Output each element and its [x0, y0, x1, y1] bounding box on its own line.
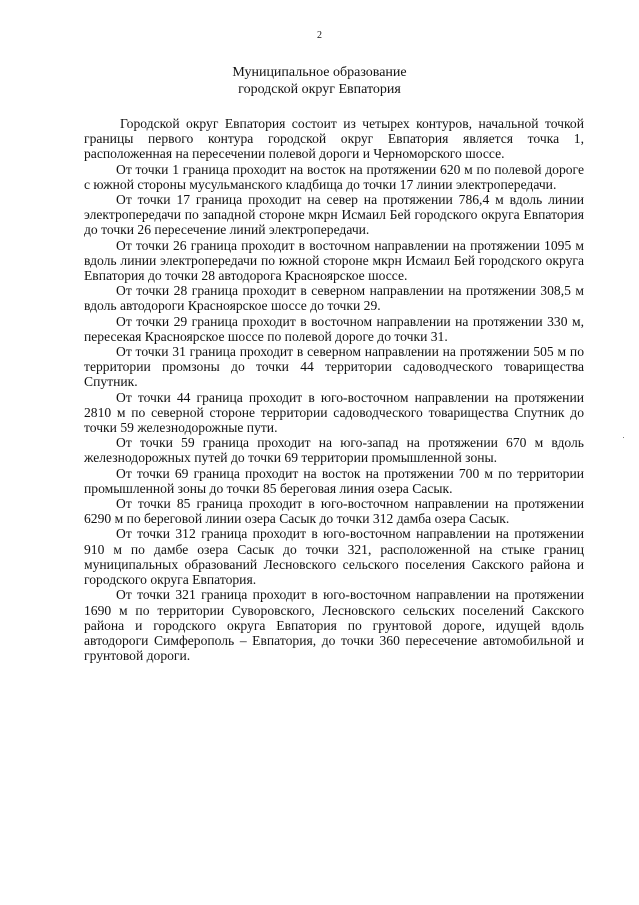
page-number: 2 — [317, 30, 322, 41]
document-body — [84, 116, 584, 663]
paragraph: От точки 26 граница проходит в восточном направлении на протяжении 1095 м вдоль линии электропередачи по южной стороне мкрн Исмаил Бей городского округа Евпатория до точки 28 автодорога Красноярское шоссе. — [84, 237, 584, 284]
paragraph: От точки 1 граница проходит на восток на протяжении 620 м по полевой дороге с южной стороны мусульманского кладбища до точки 17 линии электропередачи. — [84, 161, 584, 192]
paragraph: От точки 85 граница проходит в юго-восточном направлении на протяжении 6290 м по береговой линии озера Сасык до точки 312 дамба озера Сасык. — [84, 496, 584, 527]
document-heading — [0, 64, 639, 98]
heading-line-1: Муниципальное образование — [232, 65, 407, 80]
paragraph: От точки 29 граница проходит в восточном направлении на протяжении 330 м, пересекая Красноярское шоссе по полевой дороге до точки 31. — [84, 313, 584, 344]
paragraph: От точки 321 граница проходит в юго-восточном направлении на протяжении 1690 м по территории Суворовского, Лесновского сельских поселений Сакского района и городского округа Евпатория по грунтовой дороге, идущей вдоль автодороги Симферополь – Евпатория, до точки 360 пересечение автомобильной и грунтовой дороги. — [84, 587, 584, 664]
paragraph: Городской округ Евпатория состоит из четырех контуров, начальной точкой границы первого контура городской округ Евпатория является точка 1, расположенная на пересечении полевой дороги и Черноморского шоссе. — [84, 116, 584, 162]
paragraph: От точки 31 граница проходит в северном направлении на протяжении 505 м по территории промзоны до точки 44 территории садоводческого товарищества Спутник. — [84, 344, 584, 390]
paragraph: От точки 17 граница проходит на север на протяжении 786,4 м вдоль линии электропередачи по западной стороне мкрн Исмаил Бей городского округа Евпатория до точки 26 пересечение линий электропередачи. — [84, 192, 584, 238]
paragraph: От точки 312 граница проходит в юго-восточном направлении на протяжении 910 м по дамбе озера Сасык до точки 321, расположенной на стыке границ муниципальных образований Лесновского сельского поселения Сакского района и городского округа Евпатория. — [84, 526, 584, 588]
scan-speck — [623, 437, 624, 438]
paragraph: От точки 59 граница проходит на юго-запад на протяжении 670 м вдоль железнодорожных путей до точки 69 территории промышленной зоны. — [84, 435, 584, 466]
heading-line-2: городской округ Евпатория — [238, 82, 401, 97]
paragraph: От точки 69 граница проходит на восток на протяжении 700 м по территории промышленной зоны до точки 85 береговая линия озера Сасык. — [84, 465, 584, 496]
paragraph: От точки 44 граница проходит в юго-восточном направлении на протяжении 2810 м по северной стороне территории садоводческого товарищества Спутник до точки 59 железнодорожные пути. — [84, 389, 584, 436]
paragraph: От точки 28 граница проходит в северном направлении на протяжении 308,5 м вдоль автодороги Красноярское шоссе до точки 29. — [84, 283, 584, 314]
